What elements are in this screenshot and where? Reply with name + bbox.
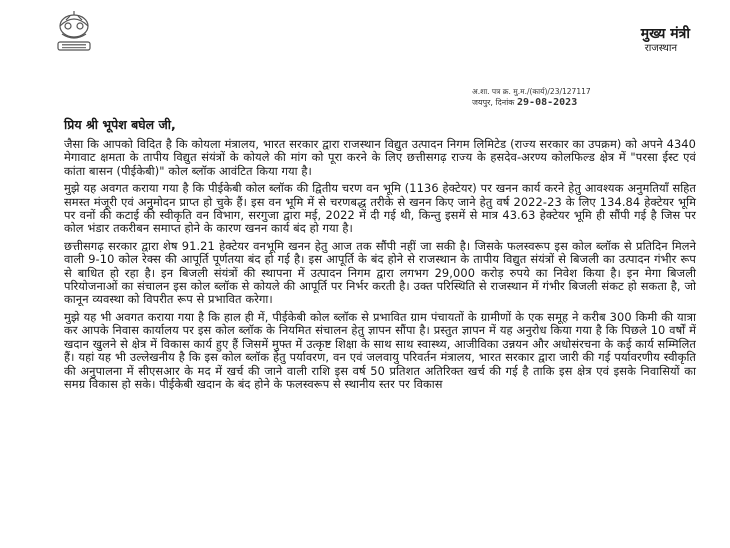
reference-block (472, 86, 591, 108)
reference-number: अ.शा. पत्र क्र. मु.म./(कार्य)/23/127117 (472, 87, 591, 96)
office-heading (641, 26, 690, 56)
salutation: प्रिय श्री भूपेश बघेल जी, (64, 117, 176, 132)
paragraph-2: मुझे यह अवगत कराया गया है कि पीईकेबी कोल ब्लॉक की द्वितीय चरण वन भूमि (1136 हेक्टेयर) पर खनन कार्य करने हेतु आवश्यक अनुमतियाँ सहित समस्त मंजूरी एवं अनुमोदन प्राप्त हो चुके हैं। इस वन भूमि में से चरणबद्ध तरीके से खनन किए जाने हेतु वर्ष 2022-23 के लिए 134.84 हेक्टेयर भूमि पर वनों की कटाई की स्वीकृति वन विभाग, सरगुजा द्वारा मई, 2022 में दी गई थी, किन्तु इसमें से मात्र 43.63 हेक्टेयर भूमि ही सौंपी गई है जिस पर कोल भंडार तकरीबन समाप्त होने के कारण खनन कार्य बंद हो गया है। (64, 181, 696, 236)
office-subtitle: राजस्थान (644, 43, 678, 54)
letter-body (64, 138, 696, 395)
date-line (472, 97, 591, 108)
office-title: मुख्य मंत्री (640, 26, 690, 42)
state-emblem-icon (46, 8, 102, 56)
paragraph-3: छत्तीसगढ़ सरकार द्वारा शेष 91.21 हेक्टेयर वनभूमि खनन हेतु आज तक सौंपी नहीं जा सकी है। जिसके फलस्वरूप इस कोल ब्लॉक से प्रतिदिन मिलने वाली 9-10 कोल रेक्स की आपूर्ति पूर्णतया बंद हो गई है। इस आपूर्ति के बंद होने से राजस्थान के तापीय विद्युत संयंत्रों से बिजली का उत्पादन गंभीर रूप से बाधित हो रहा है। इन बिजली संयंत्रों की स्थापना में उत्पादन निगम द्वारा लगभग 29,000 करोड़ रुपये का निवेश किया है। इन मेगा बिजली परियोजनाओं का संचालन इस कोल ब्लॉक से कोयले की आपूर्ति पर निर्भर करती है। उक्त परिस्थिति से राजस्थान में गंभीर बिजली संकट हो सकता है, जो कानून व्यवस्था को विपरीत रूप से प्रभावित करेगा। (64, 238, 696, 307)
paragraph-1: जैसा कि आपको विदित है कि कोयला मंत्रालय, भारत सरकार द्वारा राजस्थान विद्युत उत्पादन निगम लिमिटेड (राज्य सरकार का उपक्रम) को अपने 4340 मेगावाट क्षमता के तापीय विद्युत संयंत्रों के कोयले की मांग को पूरा करने के लिए छत्तीसगढ़ राज्य के हसदेव-अरण्य कोलफिल्ड क्षेत्र में "परसा ईस्ट एवं कांता बासन (पीईकेबी)" कोल ब्लॉक आवंटित किया गया है। (64, 137, 696, 178)
date-label: जयपुर, दिनांक (472, 98, 515, 107)
paragraph-4: मुझे यह भी अवगत कराया गया है कि हाल ही में, पीईकेबी कोल ब्लॉक से प्रभावित ग्राम पंचायतों के ग्रामीणों के एक समूह ने करीब 300 किमी की यात्रा कर आपके निवास कार्यालय पर इस कोल ब्लॉक के नियमित संचालन हेतु ज्ञापन सौंपा है। प्रस्तुत ज्ञापन में यह अनुरोध किया गया है कि पिछले 10 वर्षों में खदान खुलने से क्षेत्र में विकास कार्य हुए हैं जिसमें मुफ्त में उत्कृष्ट शिक्षा के साथ साथ स्वास्थ्य, आजीविका उन्नयन और अधोसंरचना के कई कार्य सम्मिलित हैं। यहां यह भी उल्लेखनीय है कि इस कोल ब्लॉक हेतु पर्यावरण, वन एवं जलवायु परिवर्तन मंत्रालय, भारत सरकार द्वारा जारी की गई पर्यावरणीय स्वीकृति की अनुपालना में सीएसआर के मद में खर्च की जाने वाली राशि इस वर्ष 50 प्रतिशत अतिरिक्त खर्च की गई है ताकि इस क्षेत्र एवं इसके निवासियों का समग्र विकास हो सके। पीईकेबी खदान के बंद होने के फलस्वरूप से स्थानीय स्तर पर विकास (64, 309, 696, 391)
date-value: 29-08-2023 (517, 97, 578, 108)
